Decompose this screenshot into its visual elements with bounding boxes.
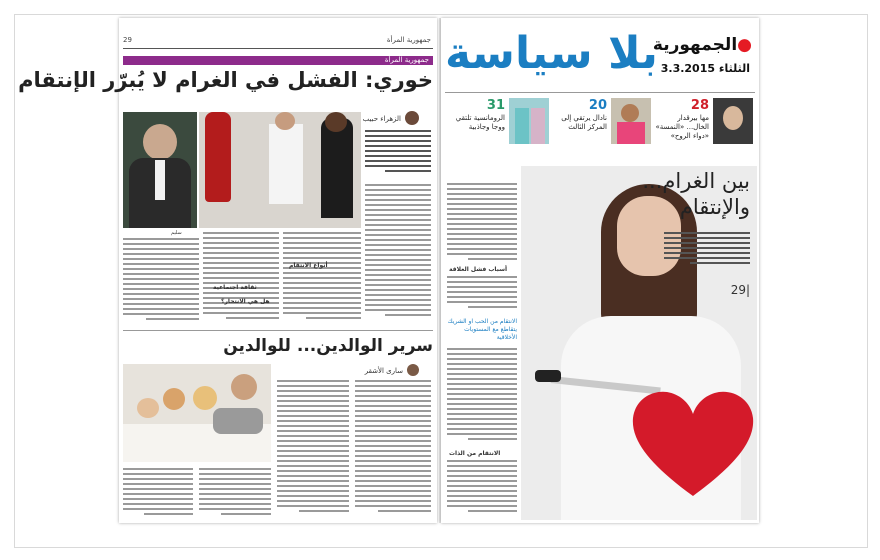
second-body-column-3 xyxy=(123,468,193,518)
main-headline: خوري: الفشل في الغرام لا يُبرّر الإنتقام xyxy=(18,68,433,92)
second-author-avatar xyxy=(407,364,419,376)
feature-deck-text xyxy=(664,232,750,276)
feature-title-line-2: والإنتقام xyxy=(679,195,750,219)
feature-intro-text xyxy=(447,183,517,263)
woman-head xyxy=(325,112,347,132)
father-arm xyxy=(213,408,263,434)
teaser-3 xyxy=(449,98,549,144)
teaser-1-caption: مها بيرقدار الخال... «النمسة» «دواء الروح» xyxy=(655,114,709,140)
body-column-2 xyxy=(283,232,361,324)
teaser-2-photo xyxy=(611,98,651,144)
issue-date-value: 3.3.2015 xyxy=(660,62,716,75)
feature-page-ref: 29| xyxy=(730,283,750,297)
second-author-byline: سارى الأشقر xyxy=(364,367,403,375)
man-head xyxy=(275,112,295,130)
feature-body-text-2 xyxy=(447,348,517,448)
subhead-relationship-failure: أسباب فشل العلاقة xyxy=(449,266,508,273)
mother-head xyxy=(193,386,217,410)
teaser-2-page: 20 xyxy=(588,98,607,113)
article-divider xyxy=(123,330,433,331)
subhead-social-culture: ثقافة اجتماعية xyxy=(213,284,257,291)
feature-title-line-1: بين الغرام... xyxy=(642,169,750,193)
masthead-rule xyxy=(445,92,755,93)
feature-body-text-3 xyxy=(447,460,517,520)
second-headline: سرير الوالدين... للوالدين xyxy=(223,336,433,356)
teaser-1-face xyxy=(723,106,743,130)
issue-day: الثلثاء xyxy=(718,62,750,75)
supplement-title: بلا سياسة xyxy=(445,28,658,79)
left-newspaper-page xyxy=(18,18,437,523)
section-bar: جمهورية المرأة xyxy=(123,56,433,65)
teaser-2-caption: نادال يرتقي إلى المركز الثالث xyxy=(561,114,607,131)
child-head-2 xyxy=(163,388,185,410)
teaser-2-shirt xyxy=(617,122,645,144)
person-head xyxy=(143,124,177,160)
body-column-3 xyxy=(203,232,279,324)
left-page-section-header: جمهورية المرأة xyxy=(386,36,431,44)
teaser-2-face xyxy=(621,104,639,122)
family-bed-photo xyxy=(123,364,271,462)
feature-title xyxy=(642,168,750,220)
masthead-logo: ●الجمهورية xyxy=(652,35,752,55)
knife-handle xyxy=(535,370,561,382)
subhead-types-of-revenge: أنواع الانتقام xyxy=(289,262,328,269)
left-page-number: 29 xyxy=(123,36,132,44)
red-heart-icon xyxy=(629,388,757,500)
logo-dot-icon: ● xyxy=(737,35,752,55)
teaser-1 xyxy=(653,98,753,144)
teaser-3-dress-1 xyxy=(515,108,529,144)
couple-photo xyxy=(199,112,361,228)
author-byline: الزهراء حبيب xyxy=(362,115,401,123)
teaser-3-photo xyxy=(509,98,549,144)
teaser-3-caption: الرومانسية تلتقي ووجا وجاذبية xyxy=(455,114,505,131)
father-head xyxy=(231,374,257,400)
subhead-self-revenge: الانتقام من الذات xyxy=(449,450,501,457)
interview-photo xyxy=(123,112,197,228)
author-avatar xyxy=(405,111,419,125)
teaser-1-page: 28 xyxy=(690,98,709,113)
teaser-2 xyxy=(551,98,651,144)
second-body-column-1 xyxy=(277,380,349,518)
photo-caption: سليم xyxy=(171,230,182,236)
intro-text xyxy=(365,130,431,184)
child-head-1 xyxy=(137,398,159,418)
teaser-3-page: 31 xyxy=(486,98,505,113)
feature-body-text-1 xyxy=(447,276,517,316)
woman-black-dress xyxy=(321,118,353,218)
teaser-1-photo xyxy=(713,98,753,144)
right-newspaper-page xyxy=(441,18,759,523)
header-rule xyxy=(123,48,433,49)
man-white-shirt xyxy=(269,124,303,204)
body-column-4 xyxy=(123,238,199,324)
body-column-1 xyxy=(365,184,431,324)
teaser-3-dress-2 xyxy=(531,108,545,144)
shirt xyxy=(155,160,165,200)
pull-quote: الانتقام من الحب او الشريك يتقاطع مع المستويات الأخلاقية xyxy=(447,318,517,341)
second-body-column-4 xyxy=(199,468,271,518)
woman-red-dress xyxy=(205,112,231,202)
second-body-column-2 xyxy=(355,380,431,518)
subhead-suicide: هل هي الانتحار؟ xyxy=(221,298,270,305)
issue-date xyxy=(661,62,750,75)
